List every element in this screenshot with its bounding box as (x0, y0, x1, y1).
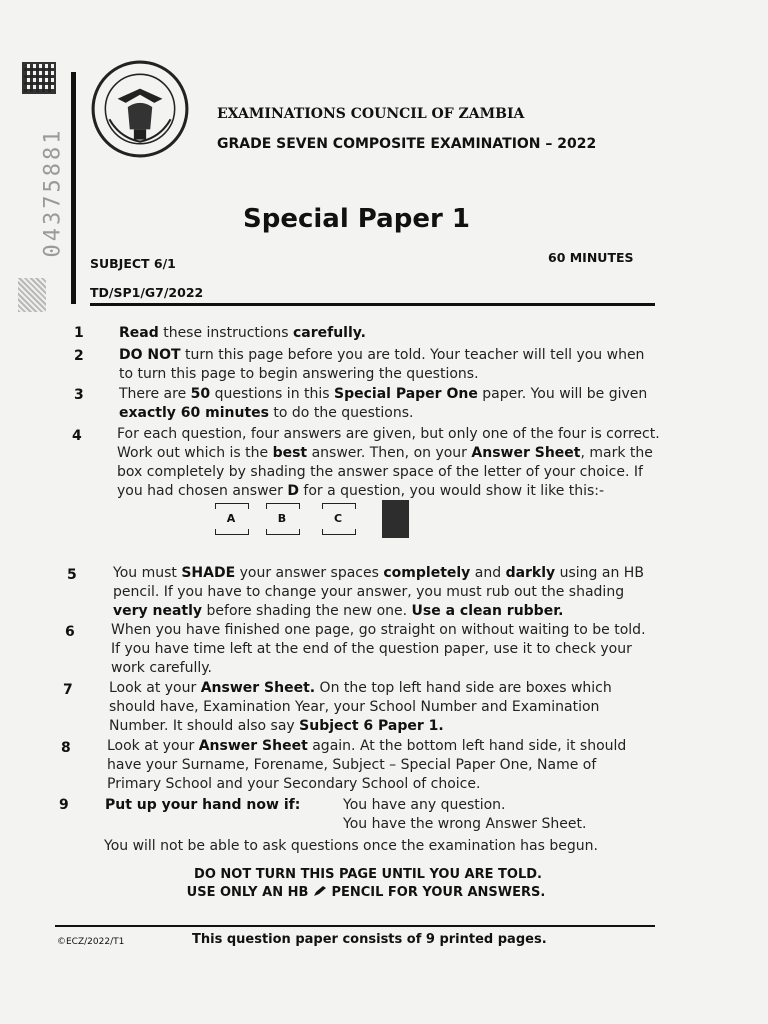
instruction-number: 4 (72, 428, 82, 444)
instruction-1: Read these instructions carefully. (119, 325, 366, 341)
header-divider (90, 303, 655, 306)
instruction-6: When you have finished one page, go straight on without waiting to be told. If you have time left at the end of the question paper, use it to check your work carefully. (111, 622, 646, 676)
instruction-4: For each question, four answers are given, but only one of the four is correct. Work out which is the best answer. Then, on your Answer Sheet, mark the box completely by shading the answer space of the letter of your choice. If you had chosen answer D for a question, you would show it like this:- (117, 426, 660, 499)
serial-number: 04375881 (40, 127, 66, 258)
pencil-icon (313, 885, 327, 897)
shaded-answer-d (382, 500, 409, 538)
copyright: ©ECZ/2022/T1 (57, 937, 125, 947)
example-answer-box: B (266, 503, 298, 535)
barcode-qr-icon (22, 62, 56, 94)
instruction-9-reasons: You have any question. You have the wrong Answer Sheet. (343, 797, 587, 832)
instruction-number: 1 (74, 325, 84, 341)
instruction-number: 8 (61, 740, 71, 756)
security-stamp-icon (18, 278, 46, 312)
warning-do-not-turn: DO NOT TURN THIS PAGE UNTIL YOU ARE TOLD. (194, 867, 542, 882)
instruction-number: 7 (63, 682, 73, 698)
ecz-seal-logo (89, 58, 191, 160)
page-count-note: This question paper consists of 9 printed pages. (192, 932, 547, 947)
exam-heading: GRADE SEVEN COMPOSITE EXAMINATION – 2022 (217, 136, 597, 152)
instruction-8: Look at your Answer Sheet again. At the bottom left hand side, it should have your Surname, Forename, Subject – Special Paper One, Name of Primary School and your Secondary School of choice. (107, 738, 627, 792)
header-vertical-rule (71, 72, 76, 304)
instruction-2: DO NOT turn this page before you are told. Your teacher will tell you when to turn this page to begin answering the questions. (119, 347, 645, 382)
paper-title: Special Paper 1 (243, 204, 470, 234)
instruction-5: You must SHADE your answer spaces completely and darkly using an HB pencil. If you have to change your answer, you must rub out the shading very neatly before shading the new one. Use a clean rubber. (113, 565, 644, 619)
example-answer-box: C (322, 503, 354, 535)
closing-note: You will not be able to ask questions once the examination has begun. (104, 838, 598, 854)
paper-code: TD/SP1/G7/2022 (90, 285, 204, 300)
instruction-3: There are 50 questions in this Special Paper One paper. You will be given exactly 60 minutes to do the questions. (119, 386, 648, 421)
instruction-number: 2 (74, 348, 84, 364)
instruction-number: 6 (65, 624, 75, 640)
example-answer-box: A (215, 503, 247, 535)
instruction-7: Look at your Answer Sheet. On the top left hand side are boxes which should have, Examination Year, your School Number and Examination Number. It should also say Subject 6 Paper 1. (109, 680, 612, 734)
council-heading: EXAMINATIONS COUNCIL OF ZAMBIA (217, 106, 525, 122)
duration: 60 MINUTES (548, 250, 634, 265)
subject-code: SUBJECT 6/1 (90, 256, 176, 271)
instruction-9-lead: Put up your hand now if: (105, 797, 301, 813)
warning-hb-pencil: USE ONLY AN HB PENCIL FOR YOUR ANSWERS. (186, 885, 546, 900)
instruction-number: 3 (74, 387, 84, 403)
instruction-number: 9 (59, 797, 69, 813)
footer-divider (55, 925, 655, 927)
instruction-number: 5 (67, 567, 77, 583)
